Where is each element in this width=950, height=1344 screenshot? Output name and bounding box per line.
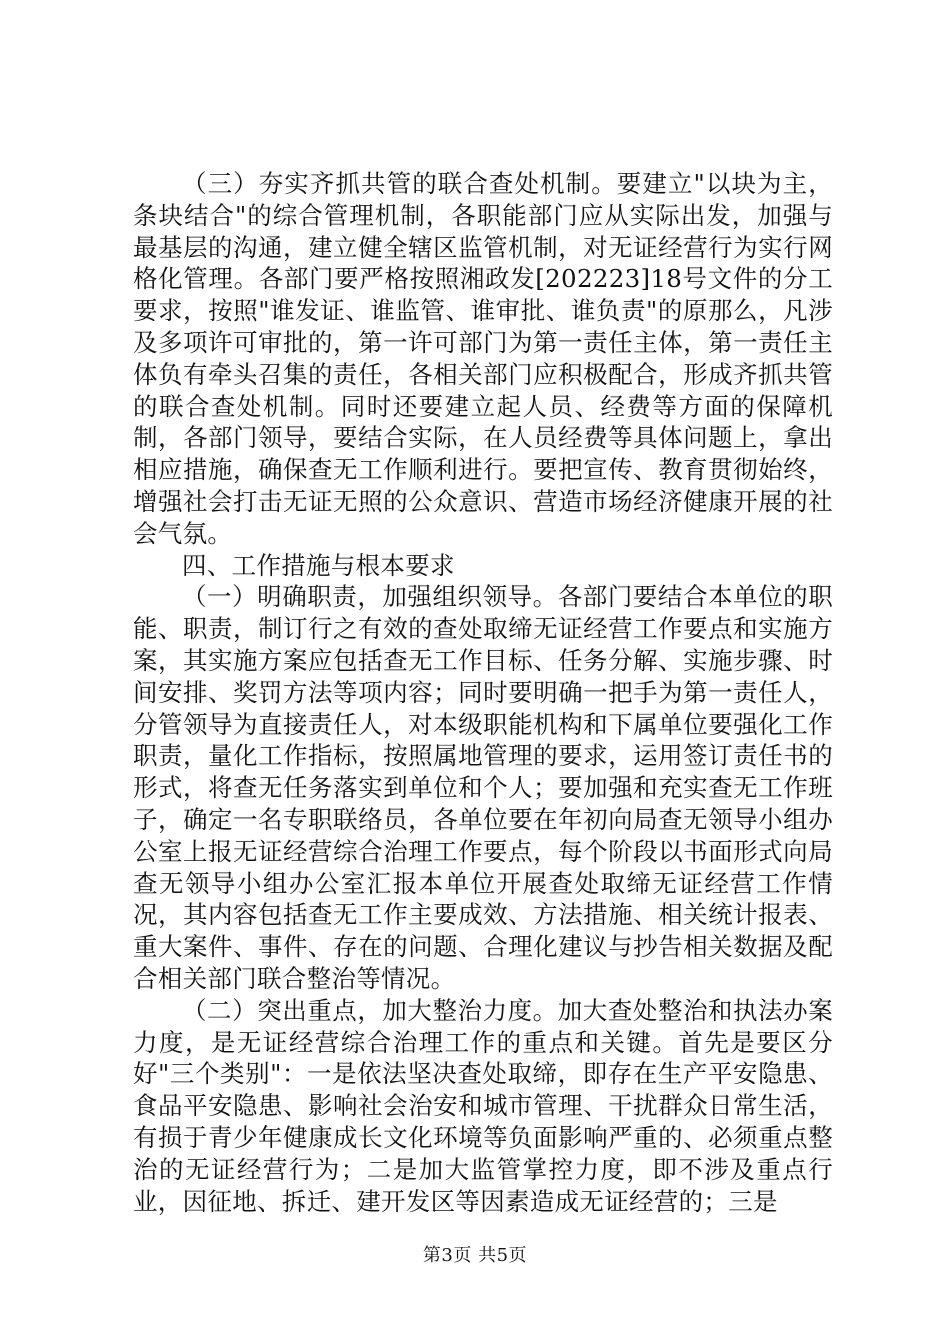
paragraph-clarify-duties: （一）明确职责，加强组织领导。各部门要结合本单位的职能、职责，制订行之有效的查处取缔无证经营工作要点和实施方案，其实施方案应包括查无工作目标、任务分解、实施步骤、时间安排、奖罚方法等项内容；同时要明确一把手为第一责任人，分管领导为直接责任人，对本级职能机构和下属单位要强化工作职责，量化工作指标，按照属地管理的要求，运用签订责任书的形式，将查无任务落实到单位和个人；要加强和充实查无工作班子，确定一名专职联络员，各单位要在年初向局查无领导小组办公室上报无证经营综合治理工作要点，每个阶段以书面形式向局查无领导小组办公室汇报本单位开展查处取缔无证经营工作情况，其内容包括查无工作主要成效、方法措施、相关统计报表、重大案件、事件、存在的问题、合理化建议与抄告相关数据及配合相关部门联合整治等情况。 [133,582,833,993]
page-number-footer: 第3页 共5页 [422,1245,528,1266]
document-body [133,168,833,1217]
paragraph-highlight-focus: （二）突出重点，加大整治力度。加大查处整治和执法办案力度，是无证经营综合治理工作的重点和关键。首先是要区分好"三个类别"：一是依法坚决查处取缔，即存在生产平安隐患、食品平安隐患、影响社会治安和城市管理、干扰群众日常生活，有损于青少年健康成长文化环境等负面影响严重的、必须重点整治的无证经营行为；二是加大监管掌控力度，即不涉及重点行业，因征地、拆迁、建开发区等因素造成无证经营的；三是 [133,995,833,1216]
section-heading-four: 四、工作措施与根本要求 [182,550,455,580]
paragraph-joint-enforcement: （三）夯实齐抓共管的联合查处机制。要建立"以块为主，条块结合"的综合管理机制，各职能部门应从实际出发，加强与最基层的沟通，建立健全辖区监管机制，对无证经营行为实行网格化管理。各部门要严格按照湘政发[202223]18号文件的分工要求，按照"谁发证、谁监管、谁审批、谁负责"的原那么，凡涉及多项许可审批的，第一许可部门为第一责任主体，第一责任主体负有牵头召集的责任，各相关部门应积极配合，形成齐抓共管的联合查处机制。同时还要建立起人员、经费等方面的保障机制，各部门领导，要结合实际，在人员经费等具体问题上，拿出相应措施，确保查无工作顺利进行。要把宣传、教育贯彻始终，增强社会打击无证无照的公众意识、营造市场经济健康开展的社会气氛。 [133,169,833,548]
